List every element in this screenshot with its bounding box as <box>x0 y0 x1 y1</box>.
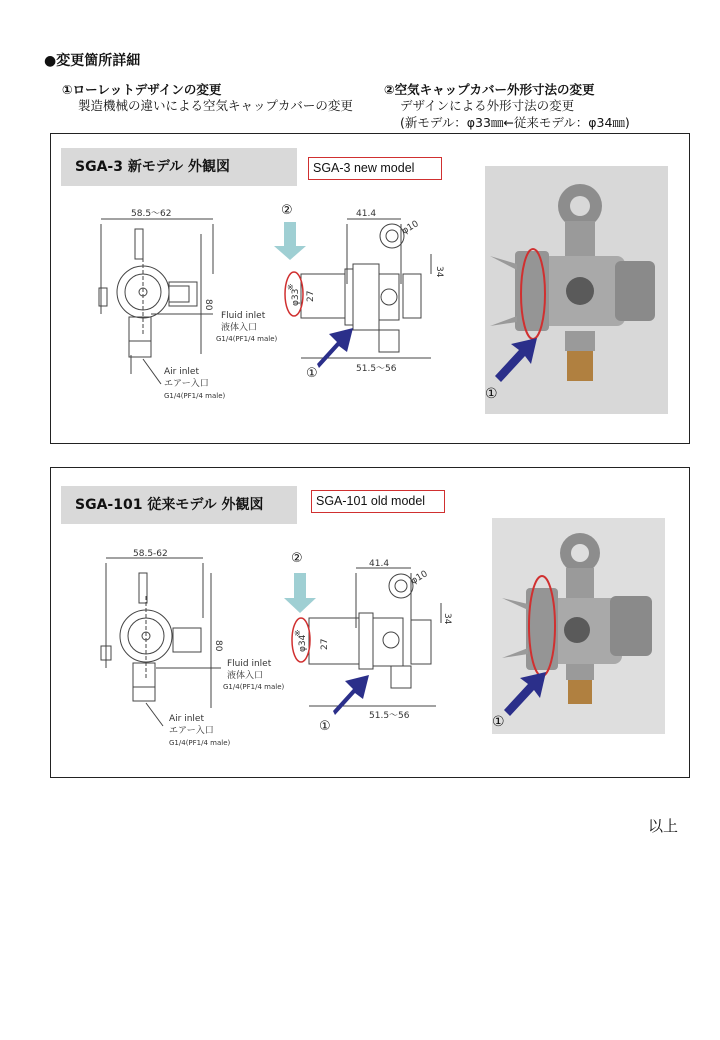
note-mark: ※ <box>287 283 294 292</box>
fluid-inlet-jp: 液体入口 <box>221 323 258 333</box>
panel-new-model <box>50 133 690 444</box>
fluid-inlet-spec: G1/4(PF1/4 male) <box>216 335 278 343</box>
arrow-up-right-icon <box>317 328 353 368</box>
change-1-text: 製造機械の違いによる空気キャップカバーの変更 <box>78 98 353 113</box>
panel-title: SGA-3 新モデル 外観図 <box>61 148 297 186</box>
hole-dimension: φ10 <box>400 219 421 237</box>
panel-old-model <box>50 467 690 778</box>
air-inlet-en: Air inlet <box>169 714 204 724</box>
marker-1: ① <box>306 366 318 381</box>
arrow-down-icon <box>274 222 306 260</box>
air-inlet-jp: エアー入口 <box>164 379 209 389</box>
model-label: SGA-3 new model <box>308 157 442 180</box>
panel-title: SGA-101 従来モデル 外観図 <box>61 486 297 524</box>
side-view-drawing <box>309 568 441 706</box>
marker-2: ② <box>291 551 303 566</box>
photo-marker-1: ① <box>485 386 498 402</box>
arrow-up-right-icon <box>333 675 369 715</box>
air-inlet-spec: G1/4(PF1/4 male) <box>164 392 226 400</box>
change-2-text-1: デザインによる外形寸法の変更 <box>400 98 575 113</box>
hole-dimension: φ10 <box>409 569 430 587</box>
bottom-dimension: 51.5～56 <box>356 364 397 374</box>
air-inlet-en: Air inlet <box>164 367 199 377</box>
height-dimension: 80 <box>203 299 213 311</box>
left-dimension: 27 <box>320 638 330 650</box>
top-dimension: 41.4 <box>356 209 377 219</box>
side-view-drawing <box>301 219 431 358</box>
width-dimension: 58.5～62 <box>131 209 172 219</box>
technical-drawing <box>51 134 481 443</box>
air-inlet-spec: G1/4(PF1/4 male) <box>169 739 231 747</box>
air-inlet-jp: エアー入口 <box>169 726 214 736</box>
bottom-dimension: 51.5～56 <box>369 711 410 721</box>
fluid-inlet-spec: G1/4(PF1/4 male) <box>223 683 285 691</box>
cap-dimension: φ33 <box>291 288 301 306</box>
right-dimension: 34 <box>442 613 452 625</box>
fluid-inlet-jp: 液体入口 <box>227 671 264 681</box>
left-dimension: 27 <box>306 290 316 302</box>
height-dimension: 80 <box>213 640 223 652</box>
fluid-inlet-en: Fluid inlet <box>227 659 272 669</box>
page-heading: ●変更箇所詳細 <box>44 53 141 69</box>
note-mark: ※ <box>294 629 301 638</box>
product-photo <box>485 166 668 414</box>
top-dimension: 41.4 <box>369 559 390 569</box>
technical-drawing <box>51 468 481 777</box>
change-2-text-2: (新モデル：φ33㎜←従来モデル：φ34㎜) <box>400 115 630 130</box>
change-1-title: ①ローレットデザインの変更 <box>62 82 222 97</box>
right-dimension: 34 <box>434 266 444 278</box>
change-2-title: ②空気キャップカバー外形寸法の変更 <box>384 82 595 97</box>
product-photo <box>492 518 665 734</box>
fluid-inlet-en: Fluid inlet <box>221 311 266 321</box>
front-view-drawing <box>101 558 221 726</box>
width-dimension: 58.5-62 <box>133 549 168 559</box>
cap-dimension: φ34 <box>298 634 308 652</box>
front-view-drawing <box>99 219 213 384</box>
marker-2: ② <box>281 203 293 218</box>
arrow-down-icon <box>284 573 316 613</box>
photo-marker-1: ① <box>492 714 505 730</box>
marker-1: ① <box>319 719 331 734</box>
closing-text: 以上 <box>647 817 678 835</box>
model-label: SGA-101 old model <box>311 490 445 513</box>
